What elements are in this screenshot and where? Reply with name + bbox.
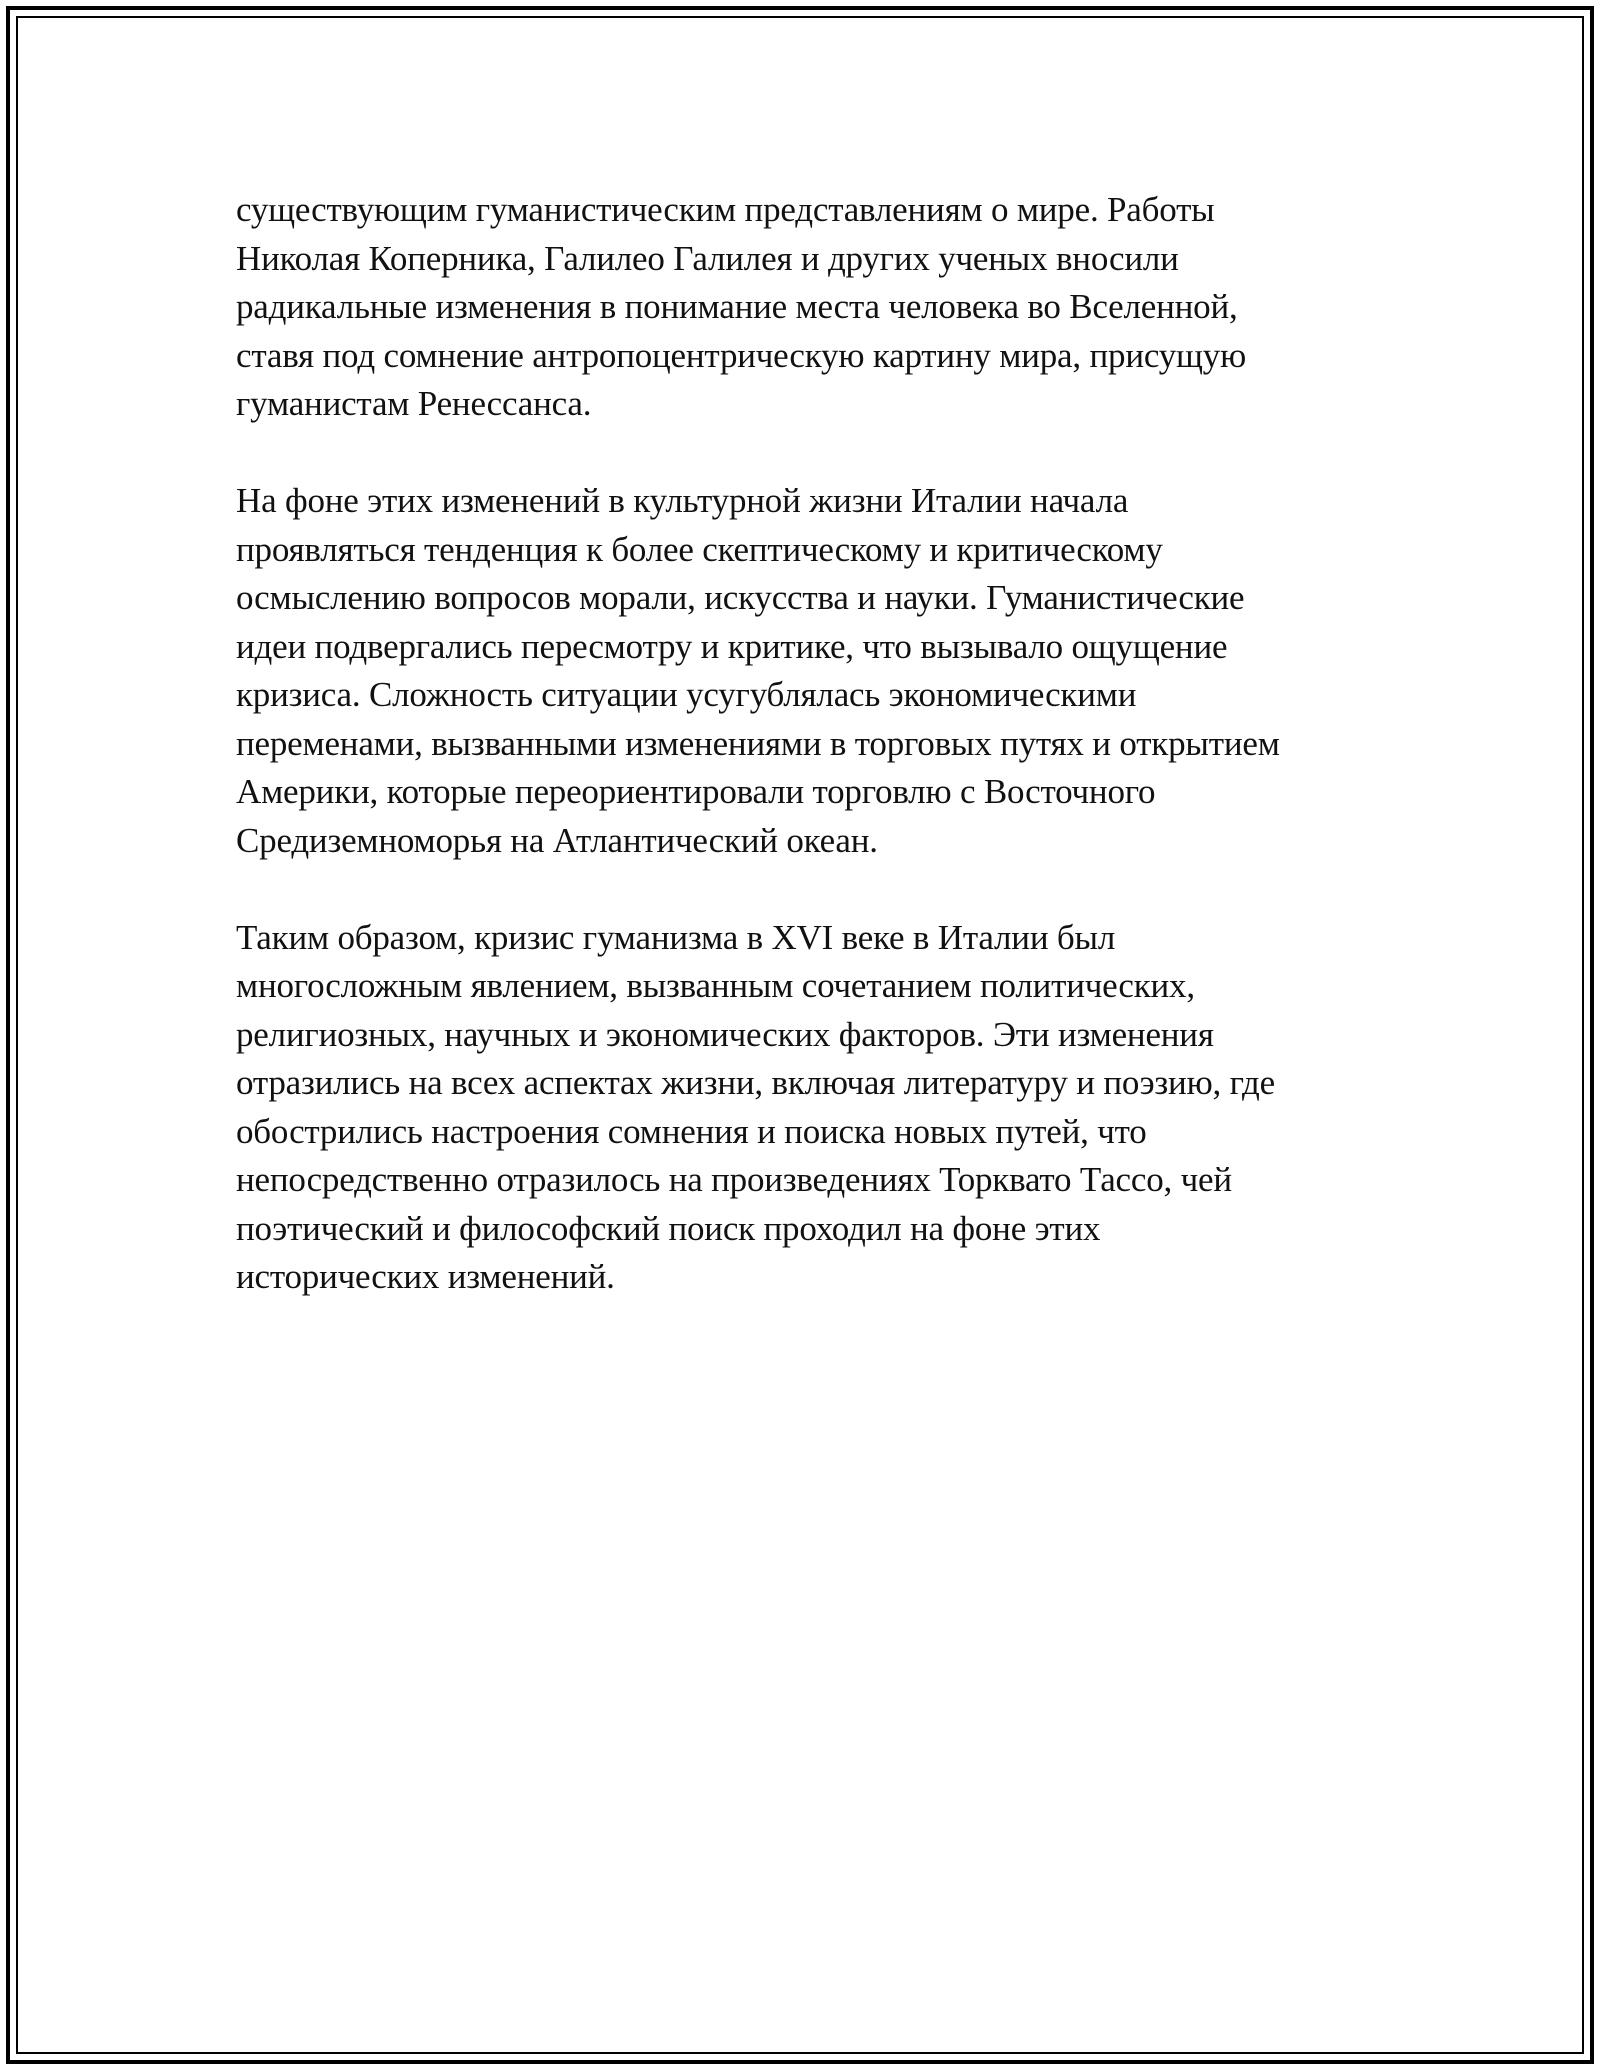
text-line: Николая Коперника, Галилео Галилея и других ученых вносили xyxy=(236,238,1179,278)
document-body xyxy=(236,186,1366,1350)
text-line: гуманистам Ренессанса. xyxy=(236,384,592,423)
text-line: ставя под сомнение антропоцентрическую картину мира, присущую xyxy=(236,335,1247,375)
text-line: обострились настроения сомнения и поиска новых путей, что xyxy=(236,1111,1147,1151)
text-line: исторических изменений. xyxy=(236,1257,615,1296)
text-line: осмыслению вопросов морали, искусства и науки. Гуманистические xyxy=(236,578,1245,617)
paragraph-2 xyxy=(236,477,1366,865)
text-line: непосредственно отразилось на произведениях Торквато Тассо, чей xyxy=(236,1160,1232,1199)
text-line: отразились на всех аспектах жизни, включая литературу и поэзию, где xyxy=(236,1063,1275,1102)
text-line: существующим гуманистическим представлениям о мире. Работы xyxy=(236,190,1215,229)
text-line: радикальные изменения в понимание места человека во Вселенной, xyxy=(236,287,1238,326)
text-line: Средиземноморья на Атлантический океан. xyxy=(236,820,878,860)
text-line: Америки, которые переориентировали торговлю с Восточного xyxy=(236,772,1156,811)
text-line: поэтический и философский поиск проходил на фоне этих xyxy=(236,1208,1101,1248)
paragraph-3 xyxy=(236,914,1366,1302)
paragraph-1 xyxy=(236,186,1366,429)
text-line: На фоне этих изменений в культурной жизни Италии начала xyxy=(236,481,1129,520)
text-line: многосложным явлением, вызванным сочетанием политических, xyxy=(236,966,1195,1005)
text-line: Таким образом, кризис гуманизма в XVI веке в Италии был xyxy=(236,917,1116,957)
text-line: проявляться тенденция к более скептическому и критическому xyxy=(236,529,1163,569)
text-line: переменами, вызванными изменениями в торговых путях и открытием xyxy=(236,723,1280,763)
text-line: религиозных, научных и экономических факторов. Эти изменения xyxy=(236,1014,1214,1054)
text-line: кризиса. Сложность ситуации усугублялась экономическими xyxy=(236,675,1137,714)
text-line: идеи подвергались пересмотру и критике, что вызывало ощущение xyxy=(236,626,1228,666)
